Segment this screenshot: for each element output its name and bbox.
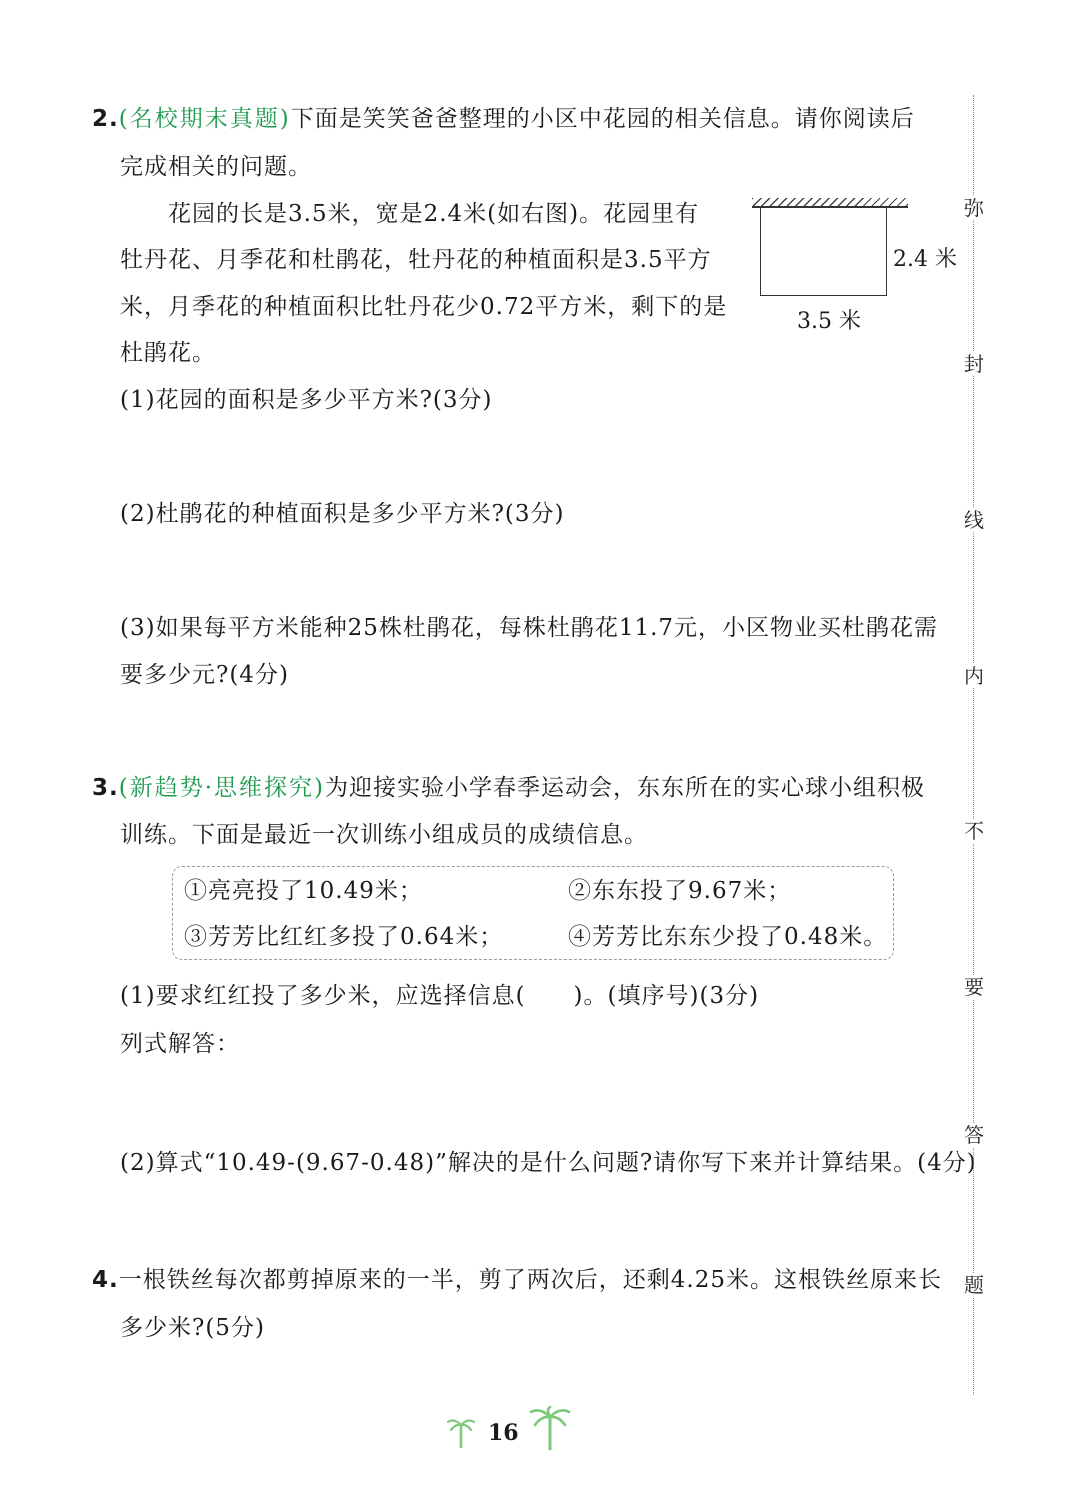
q3-info-item-1: ①亮亮投了10.49米； bbox=[184, 878, 423, 904]
garden-length-label: 3.5 米 bbox=[797, 309, 861, 334]
binding-dotted-line bbox=[973, 95, 974, 1395]
q2-info-line3: 米，月季花的种植面积比牡丹花少0.72平方米，剩下的是 bbox=[120, 294, 728, 320]
q3-sub1: (1)要求红红投了多少米，应选择信息( )。(填序号)(3分) bbox=[120, 983, 760, 1009]
q4-number: 4. bbox=[92, 1267, 119, 1293]
palm-tree-icon bbox=[446, 1416, 476, 1450]
q2-number: 2. bbox=[92, 106, 119, 132]
binding-char: 要 bbox=[964, 975, 984, 999]
q2-sub3-line1: (3)如果每平方米能种25株杜鹃花，每株杜鹃花11.7元，小区物业买杜鹃花需 bbox=[120, 615, 939, 641]
binding-char: 内 bbox=[964, 664, 984, 688]
q2-info-line2: 牡丹花、月季花和杜鹃花，牡丹花的种植面积是3.5平方 bbox=[120, 247, 712, 273]
binding-char: 答 bbox=[964, 1123, 984, 1147]
binding-char: 不 bbox=[964, 819, 984, 843]
q3-intro-line2: 训练。下面是最近一次训练小组成员的成绩信息。 bbox=[120, 822, 648, 848]
q2-info-line1: 花园的长是3.5米，宽是2.4米(如右图)。花园里有 bbox=[168, 201, 700, 227]
q3-sub2: (2)算式“10.49-(9.67-0.48)”解决的是什么问题?请你写下来并计算结果。(4分) bbox=[120, 1150, 977, 1176]
q2-sub2: (2)杜鹃花的种植面积是多少平方米?(3分) bbox=[120, 501, 565, 527]
q4-line2: 多少米?(5分) bbox=[120, 1315, 265, 1341]
page-number: 16 bbox=[488, 1420, 519, 1446]
garden-rectangle bbox=[760, 208, 887, 296]
binding-char: 线 bbox=[964, 508, 984, 532]
q2-tag: (名校期末真题) bbox=[118, 106, 291, 132]
q2-intro-line2: 完成相关的问题。 bbox=[120, 154, 312, 180]
garden-width-label: 2.4 米 bbox=[893, 247, 957, 272]
binding-char: 封 bbox=[964, 352, 984, 376]
q4-line1 bbox=[92, 1263, 942, 1297]
q3-info-item-2: ②东东投了9.67米； bbox=[568, 878, 792, 904]
q3-info-item-4: ④芳芳比东东少投了0.48米。 bbox=[568, 924, 888, 950]
q3-number: 3. bbox=[92, 775, 119, 801]
q3-intro-text: 为迎接实验小学春季运动会，东东所在的实心球小组积极 bbox=[325, 775, 926, 801]
q3-info-item-3: ③芳芳比红红多投了0.64米； bbox=[184, 924, 504, 950]
q2-sub3-line2: 要多少元?(4分) bbox=[120, 662, 289, 688]
q2-intro-line1 bbox=[92, 102, 915, 136]
q3-tag: (新趋势·思维探究) bbox=[118, 775, 326, 801]
q3-intro-line1 bbox=[92, 771, 925, 805]
garden-wall-hatch bbox=[752, 198, 908, 208]
q2-sub1: (1)花园的面积是多少平方米?(3分) bbox=[120, 387, 493, 413]
binding-char: 弥 bbox=[964, 196, 984, 220]
binding-char: 题 bbox=[964, 1273, 984, 1297]
q4-text: 一根铁丝每次都剪掉原来的一半，剪了两次后，还剩4.25米。这根铁丝原来长 bbox=[118, 1267, 942, 1293]
q3-sub1-answer-label: 列式解答： bbox=[120, 1031, 240, 1057]
palm-tree-icon bbox=[528, 1406, 572, 1452]
q2-info-line4: 杜鹃花。 bbox=[120, 340, 216, 366]
q2-intro-text: 下面是笑笑爸爸整理的小区中花园的相关信息。请你阅读后 bbox=[290, 106, 915, 132]
